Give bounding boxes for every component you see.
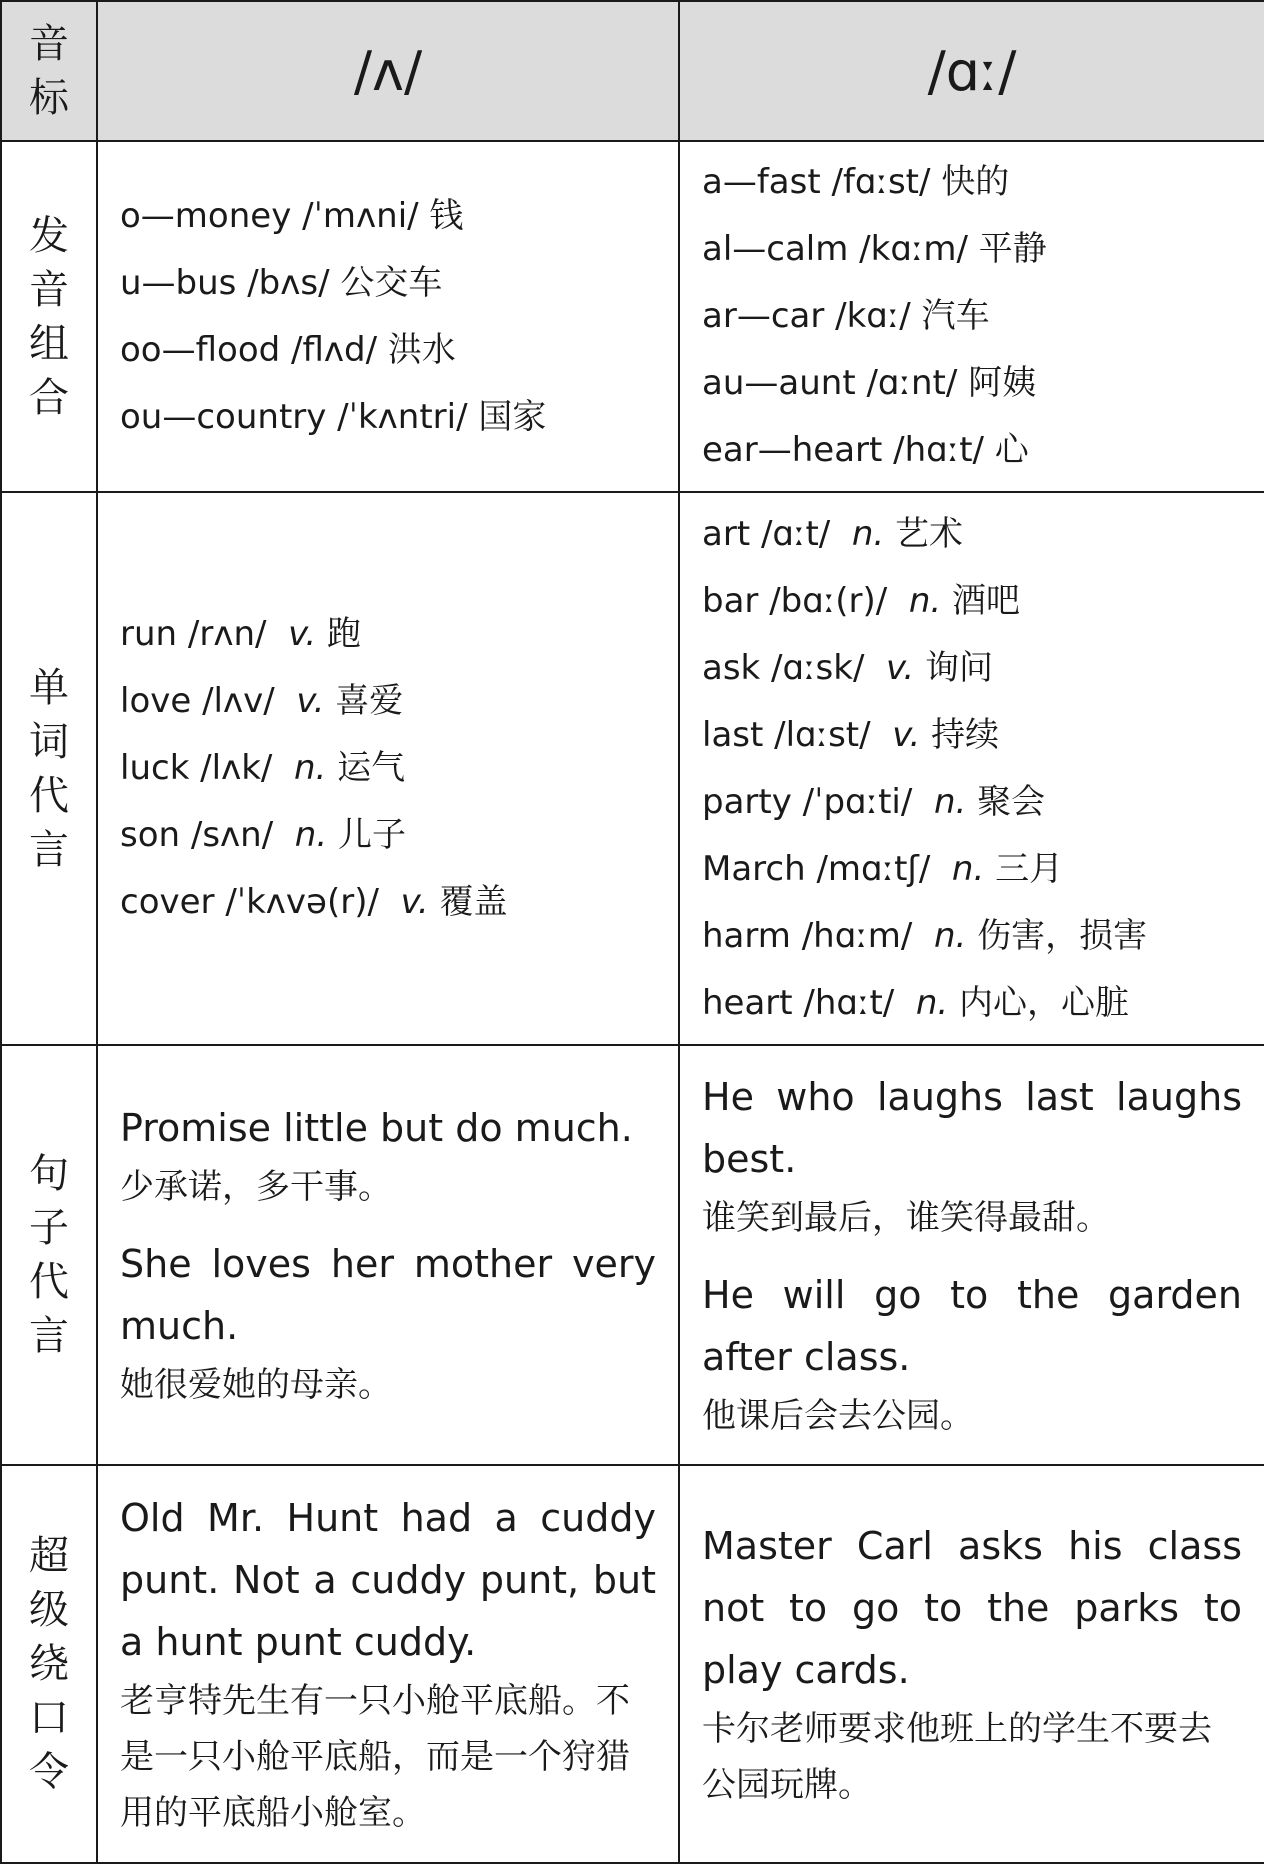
combo-row [1,141,1264,492]
twister-en: Old Mr. Hunt had a cuddy punt. Not a cuddy punt, but a hunt punt cuddy. [120,1496,656,1664]
word-entry: ask /ɑːsk/ v. 询问 [702,647,993,688]
word-entry: bar /bɑː(r)/ n. 酒吧 [702,580,1021,621]
twister-en: Master Carl asks his class not to go to the parks to play cards. [702,1524,1242,1692]
word-entry: heart /hɑːt/ n. 内心，心脏 [702,982,1130,1023]
twister-left-cell [97,1465,679,1863]
words-left-cell [97,492,679,1045]
twister-zh: 老亨特先生有一只小舱平底船。不是一只小舱平底船，而是一个狩猎用的平底船小舱室。 [120,1681,630,1833]
sentence-zh: 她很爱她的母亲。 [120,1365,392,1405]
combo-item: ar—car /kɑː/ 汽车 [702,296,990,336]
words-row [1,492,1264,1045]
combo-right-cell [679,141,1264,492]
word-entry: run /rʌn/ v. 跑 [120,614,362,654]
sentence-en: He who laughs last laughs best. [702,1075,1242,1181]
word-entry: luck /lʌk/ n. 运气 [120,748,406,788]
twister-label: 超 级 绕 口 令 [1,1465,97,1863]
word-entry: party /ˈpɑːti/ n. 聚会 [702,781,1046,822]
word-entry: love /lʌv/ v. 喜爱 [120,681,404,721]
word-entry: March /mɑːtʃ/ n. 三月 [702,848,1064,889]
sentences-label: 句 子 代 言 [1,1045,97,1465]
combo-label: 发 音 组 合 [1,141,97,492]
header-row [1,1,1264,141]
sentence-zh: 谁笑到最后，谁笑得最甜。 [702,1198,1110,1238]
word-entry: harm /hɑːm/ n. 伤害，损害 [702,915,1148,956]
header-label: 音 标 [1,1,97,141]
word-entry: son /sʌn/ n. 儿子 [120,815,406,855]
twister-zh: 卡尔老师要求他班上的学生不要去公园玩牌。 [702,1709,1212,1805]
combo-item: ear—heart /hɑːt/ 心 [702,430,1029,470]
word-entry: last /lɑːst/ v. 持续 [702,714,1000,755]
sentence-en: Promise little but do much. [120,1106,633,1150]
sentences-right-cell [679,1045,1264,1465]
combo-item: o—money /ˈmʌni/ 钱 [120,195,464,236]
combo-item: oo—flood /flʌd/ 洪水 [120,329,456,370]
combo-item: a—fast /fɑːst/ 快的 [702,162,1010,202]
sentences-row [1,1045,1264,1465]
combo-left-cell [97,141,679,492]
words-right-cell [679,492,1264,1045]
sentence-zh: 少承诺，多干事。 [120,1167,392,1207]
combo-item: ou—country /ˈkʌntri/ 国家 [120,396,547,437]
sentence-en: She loves her mother very much. [120,1242,656,1348]
words-label: 单 词 代 言 [1,492,97,1045]
twister-row [1,1465,1264,1863]
symbol-short-u: /ʌ/ [97,1,679,141]
combo-item: u—bus /bʌs/ 公交车 [120,262,443,303]
word-entry: art /ɑːt/ n. 艺术 [702,513,964,554]
sentences-left-cell [97,1045,679,1465]
twister-right-cell [679,1465,1264,1863]
sentence-en: He will go to the garden after class. [702,1273,1242,1379]
combo-item: au—aunt /ɑːnt/ 阿姨 [702,363,1037,403]
combo-item: al—calm /kɑːm/ 平静 [702,229,1047,269]
symbol-long-a: /ɑː/ [679,1,1264,141]
word-entry: cover /ˈkʌvə(r)/ v. 覆盖 [120,882,508,922]
sentence-zh: 他课后会去公园。 [702,1396,974,1436]
